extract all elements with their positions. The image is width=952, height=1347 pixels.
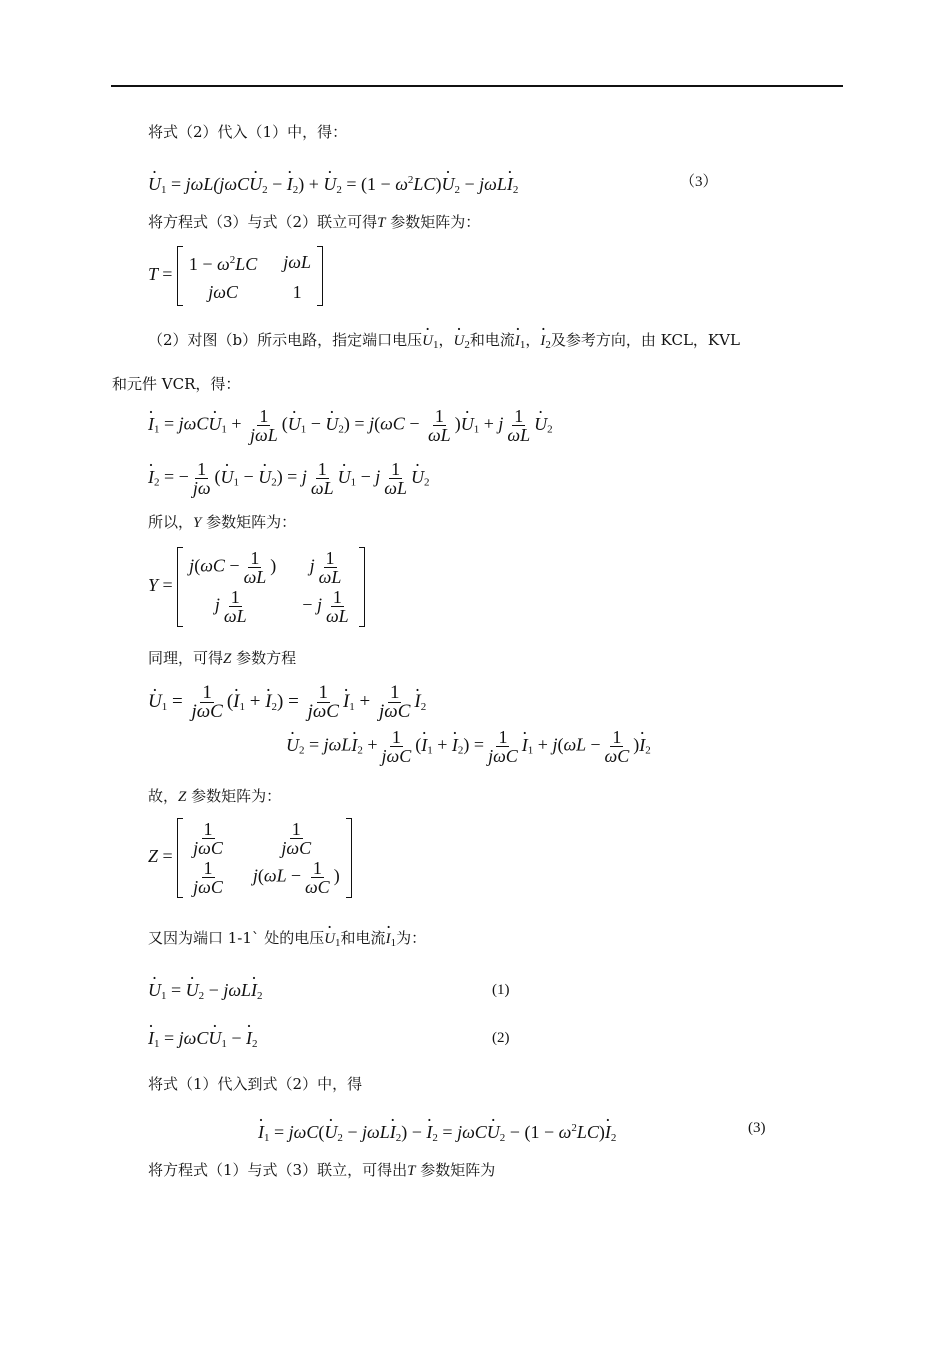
equation-u1-expansion: · $U_1 = j\omega L(j\omega C\cdot U_2$ − · $I_2$) + · $U_2 = (1 - \omega^2LC)\cdot U_2 - j\omega L\cdot I_2$ [148, 168, 518, 202]
paragraph-t-matrix-intro-2: 将方程式（1）与式（3）联立，可得出T 参数矩阵为 [148, 1161, 496, 1179]
y-matrix: Y = j(ωC − $\frac{1}{\omega L}$ ) j $\frac{1}{\omega L}$ j $\frac{1}{\omega L}$ − j $\frac{1}{\omega L}$ [148, 547, 365, 627]
equation-z-u2: · $U_2 = j\omega L\cdot I_2$ + $\frac{1}{\text{jωC}}$ (· $I_1$ + · $I_2$) = $\frac{1}{\text{jωC}}$ · $I_1 + j(\omega L$ − $\frac{1}{\omega C}$ )· $I_2$ [286, 728, 651, 765]
equation-2: · $I_1 = j\omega C\cdot U_1$ − · $I_2$ [148, 1026, 258, 1056]
equation-i1: · $I_1 = j\omega C\cdot U_1$ + $\frac{1}{\text{jωL}}$ (· $U_1$ − · $U_2) = j(\omega C$ − $\frac{1}{\omega L}$ )· $U_1 + j$ $\frac{1}{\omega L}$ · $U_2$ [148, 407, 553, 444]
equation-1: · $U_1$ = · $U_2 - j\omega L\cdot I_2$ [148, 978, 263, 1008]
t-matrix-1: T = $1 - \omega^2LC$ jωL jωC 1 [148, 246, 323, 306]
paragraph-substitute-2: 将式（1）代入到式（2）中，得 [148, 1075, 363, 1093]
equation-number-1: (1) [492, 982, 510, 998]
equation-number-2: (2) [492, 1030, 510, 1046]
paragraph-port-1: 又因为端口 1-1` 处的电压· $U_1$和电流· $I_1$为： [148, 928, 426, 953]
equation-i2: · $I_2$ = − $\frac{1}{j\omega}$ (· $U_1$ − · $U_2) = j$ $\frac{1}{\omega L}$ · $U_1 - j$ $\frac{1}{\omega L}$ · $U_2$ [148, 460, 430, 497]
paragraph-circuit-b: （2）对图（b）所示电路，指定端口电压· $U_1$，· $U_2$和电流· $I_1$，· $I_2$及参考方向，由 KCL，KVL [148, 330, 740, 355]
paragraph-z-matrix-intro: 故，Z 参数矩阵为： [148, 787, 282, 805]
header-rule [111, 85, 843, 87]
paragraph-vcr: 和元件 VCR，得： [112, 375, 241, 393]
paragraph-substitute: 将式（2）代入（1）中，得： [148, 123, 348, 141]
z-matrix: Z = $\frac{1}{\text{jωC}}$ $\frac{1}{\text{jωC}}$ $\frac{1}{\text{jωC}}$ j(ωL − $\frac{1}{\omega C}$ ) [148, 818, 352, 898]
paragraph-y-matrix-intro: 所以，Y 参数矩阵为： [148, 513, 297, 531]
equation-z-u1: · $U_1$ = $\frac{1}{\text{jωC}}$ (· $I_1$ + · $I_2$) = $\frac{1}{\text{jωC}}$ · $I_1$ + $\frac{1}{\text{jωC}}$ · $I_2$ [148, 684, 426, 721]
paragraph-z-equations-intro: 同理，可得Z 参数方程 [148, 649, 297, 667]
equation-number-3: （3） [680, 174, 718, 190]
paragraph-t-matrix-intro: 将方程式（3）与式（2）联立可得T 参数矩阵为： [148, 213, 481, 231]
equation-3: · $I_1 = j\omega C(\cdot U_2 - j\omega L\cdot I_2)$ − · $I_2 = j\omega C\cdot U_2 - (1 - \omega^2LC)\cdot I_2$ [258, 1116, 616, 1150]
equation-number-3b: (3) [748, 1120, 766, 1136]
